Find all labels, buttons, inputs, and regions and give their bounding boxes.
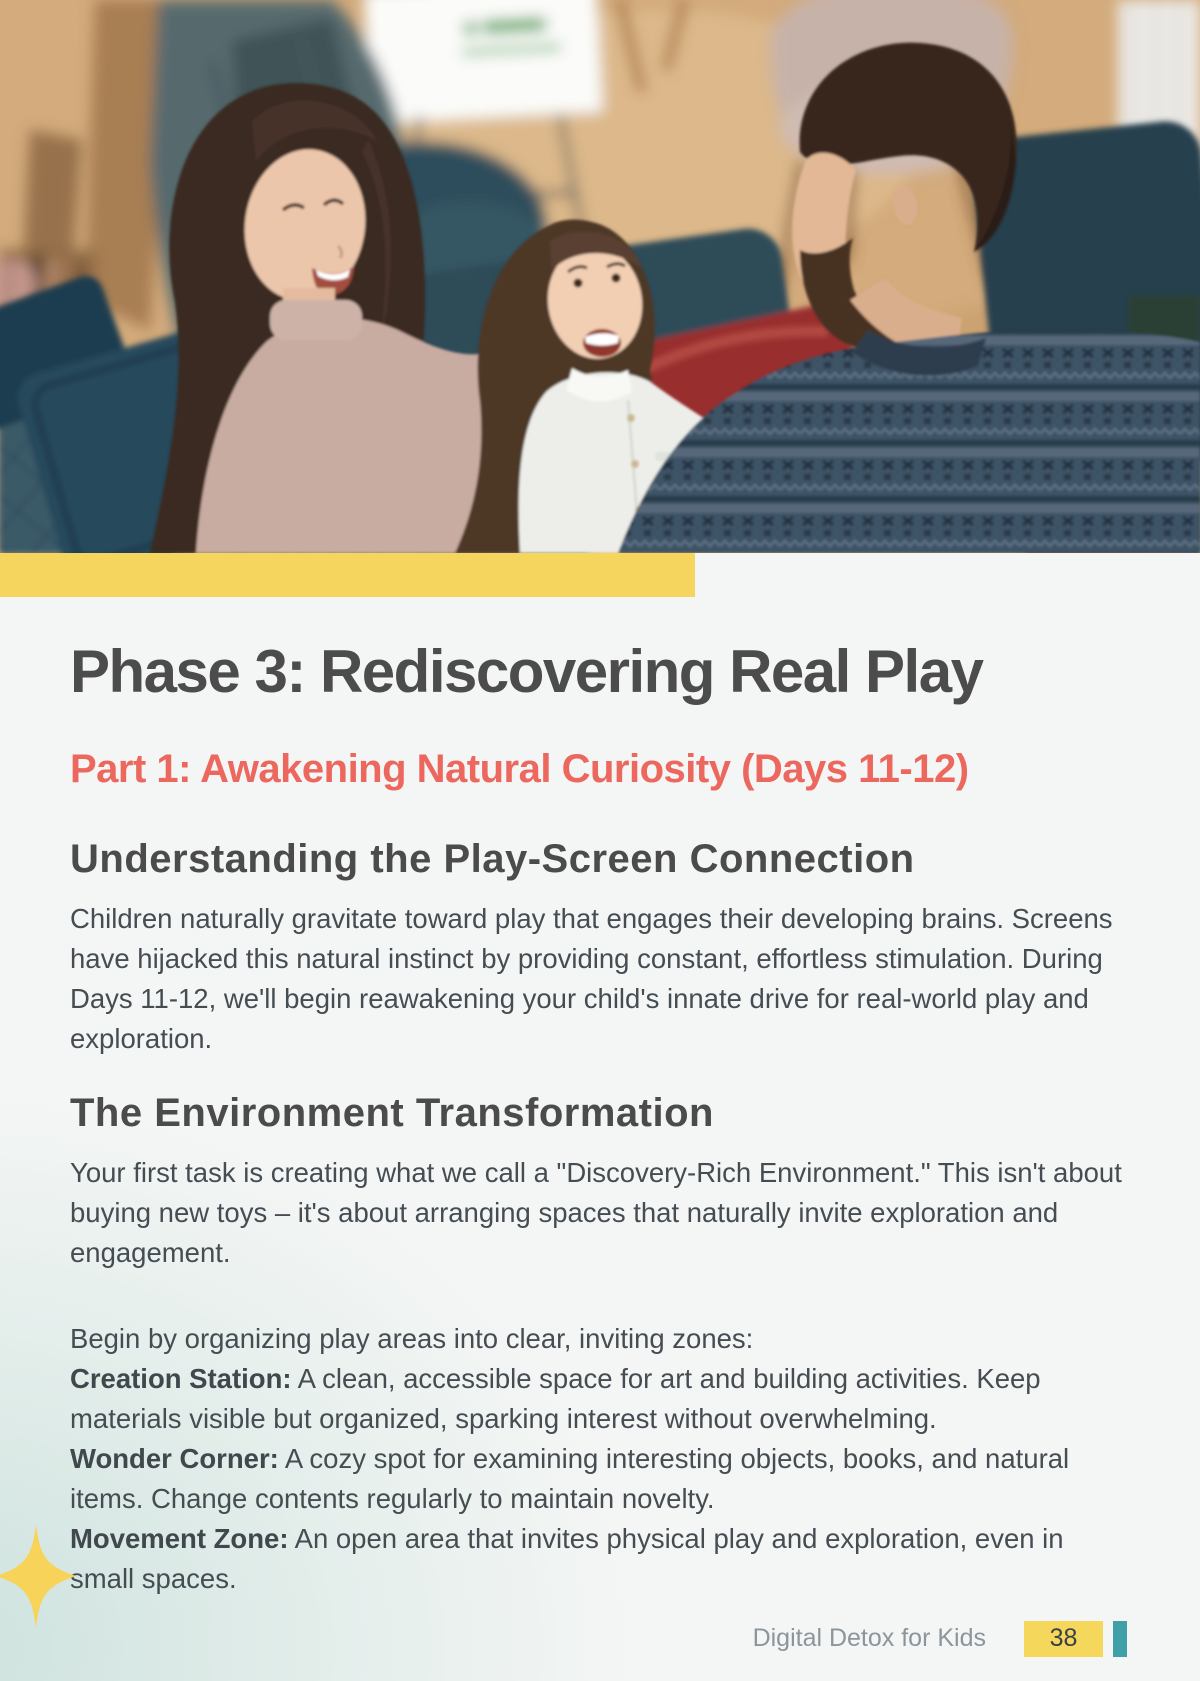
family-photo-illustration [0,0,1200,553]
section-heading-environment: The Environment Transformation [70,1091,714,1135]
section-paragraph: Children naturally gravitate toward play that engages their developing brains. Screens have hijacked this natural instinct by providing constant, effortless stimulation. During Days 11-12, we'll begin reawakening your child's innate drive for real-world play and exploration. [70,903,1113,1054]
zone-label-movement-zone: Movement Zone: [70,1523,289,1554]
teal-accent-bar [1113,1621,1127,1657]
zone-label-wonder-corner: Wonder Corner: [70,1443,279,1474]
zone-label-creation-station: Creation Station: [70,1363,292,1394]
sparkle-icon [0,1524,80,1630]
section-heading-play-screen: Understanding the Play-Screen Connection [70,837,915,881]
zone-text: An open area that invites physical play and exploration, even in small spaces. [70,1523,1064,1594]
zone-text: A clean, accessible space for art and building activities. Keep materials visible but organized, sparking interest without overwhelming. [70,1363,1041,1434]
part-subtitle: Part 1: Awakening Natural Curiosity (Days 11-12) [70,747,969,791]
yellow-accent-bar [0,553,695,597]
section-paragraph: Your first task is creating what we call a "Discovery-Rich Environment." This isn't about buying new toys – it's about arranging spaces that naturally invite exploration and engagement. [70,1157,1122,1268]
zone-text: A cozy spot for examining interesting objects, books, and natural items. Change contents regularly to maintain novelty. [70,1443,1070,1514]
page-number: 38 [1049,1624,1078,1652]
page-title: Phase 3: Rediscovering Real Play [70,638,983,705]
page-content [0,635,1200,1599]
whiteboard [364,0,603,124]
hero-photo [0,0,1200,553]
page-footer [753,1620,1127,1657]
zones-list [70,1319,1130,1599]
zones-intro: Begin by organizing play areas into clear, inviting zones: [70,1323,754,1354]
page-number-badge [1024,1621,1103,1657]
book-title-label: Digital Detox for Kids [752,1624,986,1652]
